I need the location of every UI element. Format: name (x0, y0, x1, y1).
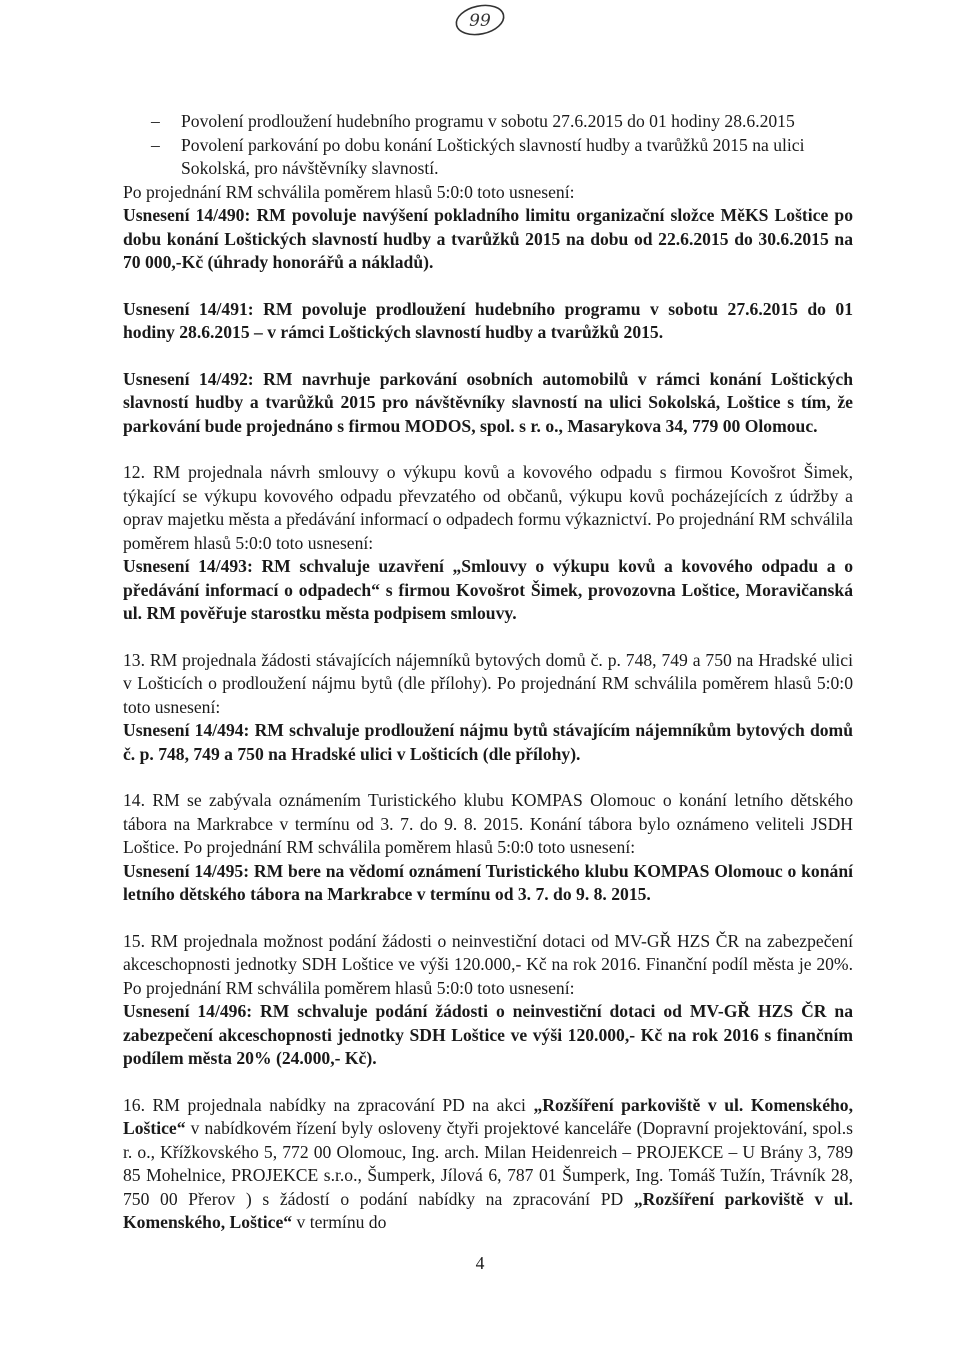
resolution-14-492: Usnesení 14/492: RM navrhuje parkování osobních automobilů v rámci konání Loštických slavností hudby a tvarůžků 2015 pro návštěvníky slavností na ulici Sokolská, Loštice s tím, že parkování bude projednáno s firmou MODOS, spol. s r. o., Masarykova 34, 779 00 Olomouc. (123, 368, 853, 436)
resolution-14-493: Usnesení 14/493: RM schvaluje uzavření „Smlouvy o výkupu kovů a kovového odpadu a o předávání informací o odpadech“ s firmou Kovošrot Šimek, provozovna Loštice, Moravičanská ul. RM pověřuje starostku města podpisem smlouvy. (123, 556, 853, 623)
resolution-14-490: Usnesení 14/490: RM povoluje navýšení pokladního limitu organizační složce MěKS Loštice po dobu konání Loštických slavností hudby a tvarůžků 2015 na dobu od 22.6.2015 do 30.6.2015 na 70 000,-Kč (úhrady honorářů a nákladů). (123, 205, 853, 272)
document-body (123, 110, 853, 1235)
resolution-14-494: Usnesení 14/494: RM schvaluje prodloužení nájmu bytů stávajícím nájemníkům bytových domů č. p. 748, 749 a 750 na Hradské ulici v Lošticích (dle přílohy). (123, 720, 853, 764)
item-12: 12. RM projednala návrh smlouvy o výkupu kovů a kovového odpadu s firmou Kovošrot Šimek, týkající se výkupu kovového odpadu převzatého od občanů, výkupu kovů pocházejících z údržby a oprav majetku města a předávání informací o odpadech formu výkaznictví. Po projednání RM schválila poměrem hlasů 5:0:0 toto usnesení: (123, 462, 853, 553)
item-15: 15. RM projednala možnost podání žádosti o neinvestiční dotaci od MV-GŘ HZS ČR na zabezpečení akceschopnosti jednotky SDH Loštice ve výši 120.000,- Kč na rok 2016. Finanční podíl města je 20%. Po projednání RM schválila poměrem hlasů 5:0:0 toto usnesení: (123, 930, 853, 998)
resolution-14-491: Usnesení 14/491: RM povoluje prodloužení hudebního programu v sobotu 27.6.2015 do 01 hodiny 28.6.2015 – v rámci Loštických slavností hudby a tvarůžků 2015. (123, 298, 853, 342)
approval-intro: Po projednání RM schválila poměrem hlasů 5:0:0 toto usnesení: (123, 181, 575, 202)
item-13: 13. RM projednala žádosti stávajících nájemníků bytových domů č. p. 748, 749 a 750 na Hradské ulici v Lošticích o prodloužení nájmu bytů (dle přílohy). Po projednání RM schválila poměrem hlasů 5:0:0 toto usnesení: (123, 649, 853, 717)
resolution-14-496: Usnesení 14/496: RM schvaluje podání žádosti o neinvestiční dotaci od MV-GŘ HZS ČR na zabezpečení akceschopnosti jednotky SDH Loštice ve výši 120.000,- Kč na rok 2016 s finančním podílem města 20% (24.000,- Kč). (123, 1001, 853, 1068)
bullet-item: – Povolení parkování po dobu konání Loštických slavností hudby a tvarůžků 2015 na ulici Sokolská, pro návštěvníky slavností. (151, 134, 805, 178)
handwritten-page-stamp (452, 2, 508, 38)
resolution-14-495: Usnesení 14/495: RM bere na vědomí oznámení Turistického klubu KOMPAS Olomouc o konání letního dětského tábora na Markrabce v termínu od 3. 7. do 9. 8. 2015. (123, 860, 853, 904)
svg-text:99: 99 (469, 11, 491, 31)
item-14: 14. RM se zabývala oznámením Turistického klubu KOMPAS Olomouc o konání letního dětského tábora na Markrabce v termínu od 3. 7. do 9. 8. 2015. Konání tábora bylo oznámeno veliteli JSDH Loštice. Po projednání RM schválila poměrem hlasů 5:0:0 toto usnesení: (123, 790, 853, 857)
item-16: 16. RM projednala nabídky na zpracování PD na akci „Rozšíření parkoviště v ul. Komenského, Loštice“ v nabídkovém řízení byly osloveny čtyři projektové kanceláře (Dopravní projektování, spol.s r. o., Křížkovského 5, 772 00 Olomouc, Ing. arch. Milan Heidenreich – PROJEKCE – U Brány 3, 789 85 Mohelnice, PROJEKCE s.r.o., Šumperk, Jílová 6, 787 01 Šumperk, Ing. Tomáš Tužín, Trávník 28, 750 00 Přerov ) s žádostí o podání nabídky na zpracování PD „Rozšíření parkoviště v ul. Komenského, Loštice“ v termínu do (123, 1094, 854, 1232)
page-number: 4 (475, 1253, 485, 1273)
bullet-item: – Povolení prodloužení hudebního programu v sobotu 27.6.2015 do 01 hodiny 28.6.2015 (151, 111, 795, 131)
